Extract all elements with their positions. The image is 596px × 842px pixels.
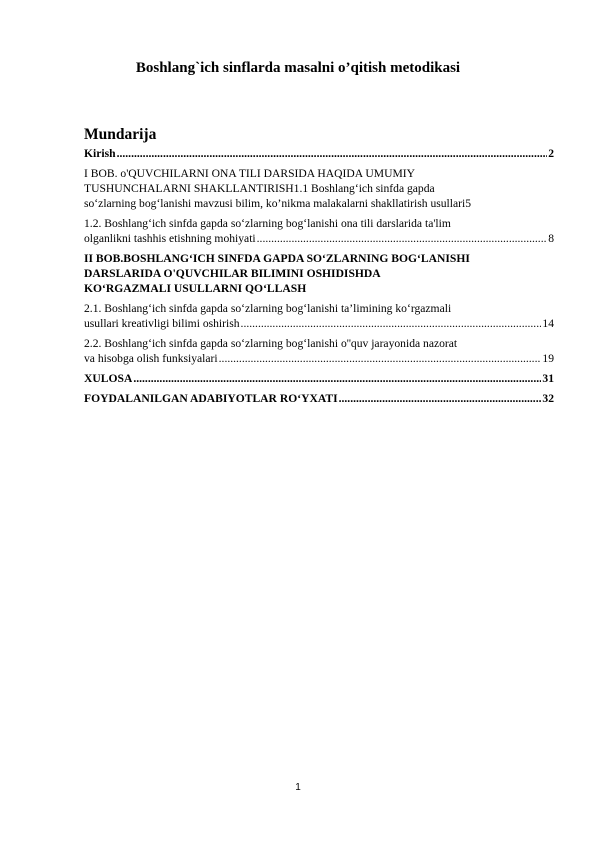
toc-entry-label: FOYDALANILGAN ADABIYOTLAR RO‘YXATI — [84, 392, 338, 405]
toc-entry-line: 1.2. Boshlang‘ich sinfda gapda so‘zlarning bog‘lanishi ona tili darslarida ta'lim — [84, 217, 451, 230]
document-title: Boshlang`ich sinflarda masalni o’qitish metodikasi — [135, 60, 461, 76]
toc-entry-line: DARSLARIDA O'QUVCHILAR BILIMINI OSHIDISHDA — [84, 267, 381, 280]
dot-leader — [241, 316, 542, 331]
toc-page-number: 32 — [542, 392, 554, 405]
toc-entry-label: olganlikni tashhis etishning mohiyati — [84, 232, 256, 245]
dot-leader — [339, 391, 542, 406]
toc-page-number: 19 — [542, 352, 554, 365]
toc-entry-label: va hisobga olish funksiyalari — [84, 352, 218, 365]
toc-entry-bob1[interactable] — [84, 166, 554, 211]
toc-entry-label: Kirish — [84, 147, 116, 160]
toc-page-number: 14 — [542, 317, 554, 330]
toc-entry-1-2[interactable] — [84, 216, 554, 246]
toc-entry-2-2[interactable] — [84, 336, 554, 366]
toc-entry-line: so‘zlarning bog‘lanishi mavzusi bilim, ko’nikma malakalarni shakllatirish usullari5 — [84, 197, 472, 210]
toc-entry-line: KO‘RGAZMALI USULLARNI QO‘LLASH — [84, 282, 307, 295]
toc-entry-line: I BOB. o'QUVCHILARNI ONA TILI DARSIDA HAQIDA UMUMIY — [84, 167, 416, 180]
toc-page-number: 2 — [548, 147, 554, 160]
toc-entry-adabiyot[interactable] — [84, 391, 554, 406]
toc-entry-label: usullari kreativligi bilimi oshirish — [84, 317, 240, 330]
toc-page-number: 8 — [548, 232, 554, 245]
toc-entry-line: TUSHUNCHALARNI SHAKLLANTIRISH1.1 Boshlang‘ich sinfda gapda — [84, 182, 435, 195]
toc-entry-line: II BOB.BOSHLANG‘ICH SINFDA GAPDA SO‘ZLARNING BOG‘LANISHI — [84, 252, 470, 265]
toc-page-number: 31 — [542, 372, 554, 385]
toc-heading: Mundarija — [84, 126, 157, 143]
dot-leader — [133, 371, 541, 386]
page-number: 1 — [295, 782, 301, 793]
dot-leader — [257, 231, 548, 246]
toc-entry-xulosa[interactable] — [84, 371, 554, 386]
dot-leader — [117, 146, 548, 161]
toc-entry-label: XULOSA — [84, 372, 133, 385]
table-of-contents — [84, 146, 554, 411]
toc-entry-line: 2.2. Boshlang‘ich sinfda gapda so‘zlarning bog‘lanishi o''quv jarayonida nazorat — [84, 337, 458, 350]
toc-entry-bob2[interactable] — [84, 251, 554, 296]
toc-entry-2-1[interactable] — [84, 301, 554, 331]
toc-entry-line: 2.1. Boshlang‘ich sinfda gapda so‘zlarning bog‘lanishi ta’limining ko‘rgazmali — [84, 302, 452, 315]
dot-leader — [219, 351, 542, 366]
toc-entry-kirish[interactable] — [84, 146, 554, 161]
